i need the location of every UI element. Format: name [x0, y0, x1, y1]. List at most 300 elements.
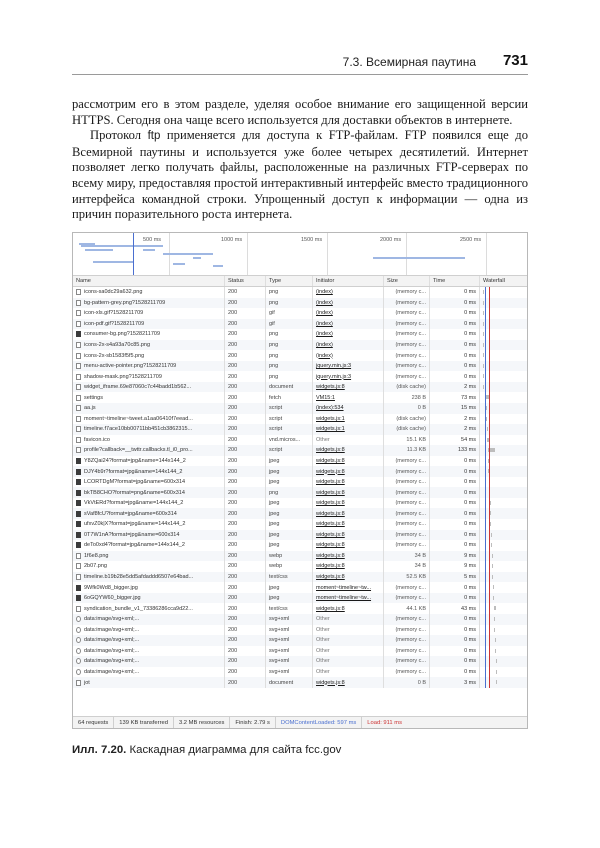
- table-row[interactable]: [73, 403, 527, 414]
- cell-waterfall: [480, 508, 527, 519]
- cell-name: [73, 392, 225, 403]
- cell-status-text: 200: [228, 468, 238, 475]
- cell-status: [225, 340, 266, 351]
- request-count: 64 requests: [73, 717, 114, 728]
- waterfall-bar: [483, 301, 484, 305]
- cell-size: [384, 350, 430, 361]
- cell-status-text: 200: [228, 320, 238, 327]
- cell-status: [225, 477, 266, 488]
- cell-name: [73, 382, 225, 393]
- cell-name: [73, 445, 225, 456]
- cell-size-text: (memory c...: [395, 299, 426, 306]
- cell-initiator-text: widgets.js:8: [316, 574, 345, 581]
- cell-type-text: gif: [269, 320, 275, 327]
- cell-status: [225, 319, 266, 330]
- cell-time: [430, 572, 480, 583]
- cell-size: [384, 308, 430, 319]
- table-row[interactable]: [73, 435, 527, 446]
- cell-name-text: shadow-mask.png?1528211709: [84, 373, 162, 380]
- cell-initiator[interactable]: [313, 319, 384, 330]
- cell-initiator-text: widgets.js:8: [316, 531, 345, 538]
- cell-initiator-text: Other: [316, 436, 330, 443]
- file-icon: [76, 563, 81, 569]
- cell-name: [73, 519, 225, 530]
- cell-status: [225, 392, 266, 403]
- cell-time-text: 0 ms: [464, 626, 476, 633]
- table-row[interactable]: [73, 646, 527, 657]
- cell-name: [73, 414, 225, 425]
- cell-time-text: 0 ms: [464, 584, 476, 591]
- cell-initiator[interactable]: [313, 582, 384, 593]
- cell-initiator[interactable]: [313, 519, 384, 530]
- cell-type-text: png: [269, 289, 279, 296]
- file-icon: [76, 447, 81, 453]
- cell-type-text: jpeg: [269, 584, 280, 591]
- table-row[interactable]: [73, 414, 527, 425]
- svg-file-icon: [76, 637, 81, 643]
- table-row[interactable]: [73, 614, 527, 625]
- cell-type: [266, 435, 313, 446]
- cell-initiator[interactable]: [313, 466, 384, 477]
- cell-status: [225, 361, 266, 372]
- cell-name-text: jot: [84, 679, 90, 686]
- cell-size: [384, 403, 430, 414]
- cell-initiator-text: (index): [316, 289, 333, 296]
- cell-size: [384, 361, 430, 372]
- column-status[interactable]: Status: [225, 276, 266, 286]
- cell-name: [73, 350, 225, 361]
- cell-status-text: 200: [228, 679, 238, 686]
- cell-initiator-text: Other: [316, 637, 330, 644]
- cell-type: [266, 466, 313, 477]
- cell-time-text: 2 ms: [464, 426, 476, 433]
- cell-initiator[interactable]: [313, 477, 384, 488]
- table-row[interactable]: [73, 329, 527, 340]
- cell-status: [225, 656, 266, 667]
- request-table: [73, 287, 527, 688]
- cell-type-text: svg+xml: [269, 647, 290, 654]
- cell-initiator-text: moment~timeline~tw...: [316, 584, 372, 591]
- cell-status: [225, 350, 266, 361]
- waterfall-bar: [492, 554, 493, 558]
- cell-name-text: ufxvZ0k|X?format=jpg&name=144x144_2: [84, 521, 186, 528]
- cell-size-text: 0 B: [417, 405, 426, 412]
- table-row[interactable]: [73, 487, 527, 498]
- cell-waterfall: [480, 498, 527, 509]
- running-header: [72, 52, 528, 72]
- cell-initiator[interactable]: [313, 603, 384, 614]
- cell-name: [73, 561, 225, 572]
- cell-size-text: (memory c...: [395, 658, 426, 665]
- table-row[interactable]: [73, 603, 527, 614]
- table-row[interactable]: [73, 551, 527, 562]
- cell-waterfall: [480, 445, 527, 456]
- cell-initiator-text: jquery.min.js:3: [316, 363, 352, 370]
- cell-name-text: consumer-bg.png?1528211709: [84, 331, 161, 338]
- table-row[interactable]: [73, 382, 527, 393]
- table-row[interactable]: [73, 456, 527, 467]
- cell-name-text: icons-2x-sb1583f5f5.png: [84, 352, 145, 359]
- cell-type: [266, 424, 313, 435]
- cell-size: [384, 287, 430, 298]
- cell-initiator[interactable]: [313, 329, 384, 340]
- cell-initiator-text: Other: [316, 668, 330, 675]
- cell-waterfall: [480, 350, 527, 361]
- cell-size-text: (memory c...: [395, 521, 426, 528]
- cell-name: [73, 593, 225, 604]
- cell-time: [430, 519, 480, 530]
- table-row[interactable]: [73, 445, 527, 456]
- cell-initiator[interactable]: [313, 414, 384, 425]
- cell-type-text: vnd.micros...: [269, 436, 301, 443]
- cell-initiator[interactable]: [313, 540, 384, 551]
- overview-tick-label: 2500 ms: [460, 237, 482, 243]
- cell-status-text: 200: [228, 595, 238, 602]
- cell-name: [73, 329, 225, 340]
- cell-time-text: 2 ms: [464, 384, 476, 391]
- table-row[interactable]: [73, 656, 527, 667]
- cell-size-text: (memory c...: [395, 373, 426, 380]
- cell-status: [225, 614, 266, 625]
- cell-type-text: script: [269, 426, 283, 433]
- cell-time: [430, 308, 480, 319]
- cell-waterfall: [480, 572, 527, 583]
- cell-type-text: webp: [269, 552, 283, 559]
- dcl-time: DOMContentLoaded: 597 ms: [276, 717, 362, 728]
- cell-initiator[interactable]: [313, 561, 384, 572]
- table-row[interactable]: [73, 561, 527, 572]
- cell-name-text: data:image/svg+xml;...: [84, 616, 140, 623]
- table-row[interactable]: [73, 424, 527, 435]
- table-row[interactable]: [73, 477, 527, 488]
- waterfall-bar: [483, 374, 484, 378]
- cell-type: [266, 635, 313, 646]
- waterfall-bar: [487, 427, 488, 431]
- image-file-icon: [76, 595, 81, 601]
- status-bar: [73, 716, 527, 728]
- waterfall-bar: [493, 596, 494, 600]
- cell-initiator[interactable]: [313, 498, 384, 509]
- cell-time-text: 0 ms: [464, 320, 476, 327]
- cell-size-text: (memory c...: [395, 542, 426, 549]
- cell-type: [266, 614, 313, 625]
- caption-text: Каскадная диаграмма для сайта fcc.gov: [126, 744, 342, 756]
- cell-name-text: sVaf8fcU?format=jpg&name=600x314: [84, 510, 177, 517]
- table-row[interactable]: [73, 582, 527, 593]
- cell-type: [266, 530, 313, 541]
- cell-size-text: (disk cache): [396, 384, 426, 391]
- cell-initiator-text: jquery.min.js:3: [316, 373, 352, 380]
- cell-type: [266, 677, 313, 688]
- cell-time-text: 0 ms: [464, 489, 476, 496]
- table-row[interactable]: [73, 625, 527, 636]
- cell-waterfall: [480, 603, 527, 614]
- cell-name: [73, 625, 225, 636]
- cell-size-text: 238 B: [411, 394, 426, 401]
- cell-waterfall: [480, 298, 527, 309]
- cell-size-text: (memory c...: [395, 289, 426, 296]
- table-row[interactable]: [73, 519, 527, 530]
- waterfall-bar: [494, 606, 496, 610]
- cell-initiator[interactable]: [313, 287, 384, 298]
- cell-waterfall: [480, 593, 527, 604]
- cell-status-text: 200: [228, 405, 238, 412]
- file-icon: [76, 363, 81, 369]
- cell-time-text: 0 ms: [464, 531, 476, 538]
- column-name[interactable]: Name: [73, 276, 225, 286]
- cell-size-text: 0 B: [417, 679, 426, 686]
- cell-size: [384, 392, 430, 403]
- table-row[interactable]: [73, 466, 527, 477]
- waterfall-bar: [496, 680, 497, 684]
- cell-name-text: data:image/svg+xml;...: [84, 658, 140, 665]
- cell-type: [266, 371, 313, 382]
- overview-gridline: [327, 233, 328, 275]
- cell-time: [430, 625, 480, 636]
- cell-time: [430, 414, 480, 425]
- cell-initiator-text: (index): [316, 320, 333, 327]
- column-waterfall[interactable]: Waterfall: [483, 278, 505, 284]
- paragraph-2-rest: применяется для доступа к FTP-файлам. FTP появился еще до Всемирной паутины и используется уже более четырех десятилетий. Интернет позволяет легко получать файлы, расположенные на различных FTP-серверах по всему миру, предоставляя простой интерактивный интерфейс вместо традиционного интерфейса командной строки. Упрощенный доступ к информации — одна из причин поразительного роста интернета.: [72, 128, 528, 222]
- cell-time-text: 0 ms: [464, 668, 476, 675]
- table-row[interactable]: [73, 350, 527, 361]
- overview-activity-bar: [193, 257, 201, 259]
- cell-type: [266, 508, 313, 519]
- cell-status: [225, 593, 266, 604]
- cell-initiator[interactable]: [313, 487, 384, 498]
- cell-type: [266, 646, 313, 657]
- cell-initiator[interactable]: [313, 340, 384, 351]
- ftp-keyword: ftp: [147, 130, 161, 143]
- table-row[interactable]: [73, 677, 527, 688]
- cell-time: [430, 361, 480, 372]
- cell-initiator[interactable]: [313, 424, 384, 435]
- cell-size: [384, 329, 430, 340]
- table-row[interactable]: [73, 319, 527, 330]
- cell-size-text: (memory c...: [395, 320, 426, 327]
- file-icon: [76, 395, 81, 401]
- cell-size-text: 15.1 KB: [406, 436, 426, 443]
- load-time: Load: 911 ms: [367, 719, 402, 726]
- cell-size-text: (disk cache): [396, 426, 426, 433]
- cell-waterfall: [480, 403, 527, 414]
- table-row[interactable]: [73, 508, 527, 519]
- cell-time-text: 0 ms: [464, 647, 476, 654]
- timeline-overview: [73, 233, 527, 276]
- cell-initiator-text: Other: [316, 616, 330, 623]
- cell-status: [225, 287, 266, 298]
- cell-time-text: 0 ms: [464, 352, 476, 359]
- cell-time-text: 0 ms: [464, 637, 476, 644]
- cell-time-text: 0 ms: [464, 658, 476, 665]
- file-icon: [76, 680, 81, 686]
- table-row[interactable]: [73, 371, 527, 382]
- cell-time: [430, 392, 480, 403]
- cell-time: [430, 646, 480, 657]
- cell-size: [384, 667, 430, 678]
- cell-type-text: jpeg: [269, 521, 280, 528]
- cell-initiator[interactable]: [313, 298, 384, 309]
- cell-waterfall: [480, 540, 527, 551]
- cell-type: [266, 582, 313, 593]
- cell-initiator[interactable]: [313, 392, 384, 403]
- cell-name: [73, 361, 225, 372]
- cell-initiator[interactable]: [313, 677, 384, 688]
- section-title: 7.3. Всемирная паутина: [342, 55, 476, 69]
- cell-status-text: 200: [228, 331, 238, 338]
- cell-size: [384, 340, 430, 351]
- cell-name: [73, 551, 225, 562]
- column-time[interactable]: Time: [430, 276, 480, 286]
- waterfall-bar: [483, 311, 484, 315]
- file-icon: [76, 289, 81, 295]
- image-file-icon: [76, 479, 81, 485]
- cell-waterfall: [480, 656, 527, 667]
- cell-initiator[interactable]: [313, 371, 384, 382]
- cell-initiator-text: widgets.js:8: [316, 489, 345, 496]
- table-row[interactable]: [73, 540, 527, 551]
- cell-status-text: 200: [228, 384, 238, 391]
- cell-waterfall: [480, 319, 527, 330]
- cell-initiator[interactable]: [313, 445, 384, 456]
- table-row[interactable]: [73, 572, 527, 583]
- cell-size-text: (memory c...: [395, 510, 426, 517]
- cell-type: [266, 287, 313, 298]
- table-row[interactable]: [73, 593, 527, 604]
- column-size[interactable]: Size: [384, 276, 430, 286]
- table-row[interactable]: [73, 498, 527, 509]
- file-icon: [76, 353, 81, 359]
- cell-initiator-text: widgets.js:8: [316, 447, 345, 454]
- cell-name-text: icon-xls.gif?1528211709: [84, 310, 144, 317]
- cell-waterfall: [480, 667, 527, 678]
- cell-name: [73, 477, 225, 488]
- cell-name-text: 0T7W1nA?format=jpg&name=600x314: [84, 531, 180, 538]
- cell-status: [225, 414, 266, 425]
- overview-tick-label: 1000 ms: [221, 237, 243, 243]
- table-row[interactable]: [73, 298, 527, 309]
- table-row[interactable]: [73, 361, 527, 372]
- cell-status: [225, 403, 266, 414]
- cell-initiator[interactable]: [313, 572, 384, 583]
- cell-status-text: 200: [228, 394, 238, 401]
- cell-size-text: 44.1 KB: [406, 605, 426, 612]
- cell-time: [430, 371, 480, 382]
- cell-type-text: png: [269, 352, 279, 359]
- cell-status-text: 200: [228, 616, 238, 623]
- table-row[interactable]: [73, 667, 527, 678]
- cell-type-text: script: [269, 405, 283, 412]
- cell-name: [73, 508, 225, 519]
- column-initiator[interactable]: Initiator: [313, 276, 384, 286]
- cell-status-text: 200: [228, 363, 238, 370]
- cell-initiator[interactable]: [313, 593, 384, 604]
- cell-initiator[interactable]: [313, 551, 384, 562]
- cell-type-text: svg+xml: [269, 616, 290, 623]
- cell-initiator[interactable]: [313, 508, 384, 519]
- cell-name-text: icons-sa0dc29a632.png: [84, 289, 143, 296]
- cell-waterfall: [480, 435, 527, 446]
- overview-activity-bar: [93, 261, 133, 263]
- cell-status: [225, 603, 266, 614]
- cell-name-text: DJY4b9r?format=jpg&name=144x144_2: [84, 468, 183, 475]
- waterfall-bar: [483, 322, 484, 326]
- cell-size: [384, 508, 430, 519]
- cell-waterfall: [480, 582, 527, 593]
- cell-status: [225, 530, 266, 541]
- cell-initiator[interactable]: [313, 403, 384, 414]
- cell-name: [73, 340, 225, 351]
- cell-initiator[interactable]: [313, 530, 384, 541]
- cell-time: [430, 614, 480, 625]
- waterfall-bar: [483, 364, 484, 368]
- cell-type: [266, 498, 313, 509]
- column-type[interactable]: Type: [266, 276, 313, 286]
- cell-status-text: 200: [228, 605, 238, 612]
- cell-name-text: timeline.f7ace10bb00711bb451cb3862315...: [84, 426, 193, 433]
- table-row[interactable]: [73, 287, 527, 298]
- table-row[interactable]: [73, 635, 527, 646]
- cell-time-text: 9 ms: [464, 563, 476, 570]
- cell-status-text: 200: [228, 500, 238, 507]
- cell-time-text: 5 ms: [464, 574, 476, 581]
- cell-time: [430, 477, 480, 488]
- cell-initiator-text: widgets.js:8: [316, 605, 345, 612]
- cell-status: [225, 445, 266, 456]
- cell-status-text: 200: [228, 299, 238, 306]
- cell-waterfall: [480, 361, 527, 372]
- cell-initiator[interactable]: [313, 361, 384, 372]
- cell-status: [225, 308, 266, 319]
- cell-size: [384, 582, 430, 593]
- overview-activity-bar: [81, 245, 163, 247]
- waterfall-bar: [496, 659, 497, 663]
- cell-type-text: png: [269, 342, 279, 348]
- cell-initiator-text: widgets.js:8: [316, 500, 345, 507]
- file-icon: [76, 384, 81, 390]
- cell-initiator[interactable]: [313, 350, 384, 361]
- cell-initiator[interactable]: [313, 382, 384, 393]
- file-icon: [76, 574, 81, 580]
- cell-name-text: moment~timeline~tweet.a1aa06410f7eead...: [84, 415, 193, 422]
- cell-initiator-text: VM15:1: [316, 394, 335, 401]
- image-file-icon: [76, 490, 81, 496]
- table-row[interactable]: [73, 308, 527, 319]
- cell-size: [384, 614, 430, 625]
- waterfall-bar: [483, 343, 484, 347]
- cell-size: [384, 319, 430, 330]
- cell-status: [225, 635, 266, 646]
- cell-initiator[interactable]: [313, 308, 384, 319]
- cell-initiator[interactable]: [313, 456, 384, 467]
- table-row[interactable]: [73, 392, 527, 403]
- cell-size: [384, 635, 430, 646]
- cell-time: [430, 656, 480, 667]
- cell-status: [225, 551, 266, 562]
- cell-initiator-text: widgets.js:8: [316, 458, 345, 465]
- table-row[interactable]: [73, 340, 527, 351]
- cell-time: [430, 319, 480, 330]
- cell-size: [384, 487, 430, 498]
- cell-time-text: 0 ms: [464, 310, 476, 317]
- file-icon: [76, 606, 81, 612]
- cell-initiator-text: widgets.js:8: [316, 521, 345, 528]
- cell-type: [266, 392, 313, 403]
- table-row[interactable]: [73, 530, 527, 541]
- waterfall-bar: [483, 385, 484, 389]
- cell-size: [384, 561, 430, 572]
- cell-time-text: 0 ms: [464, 479, 476, 486]
